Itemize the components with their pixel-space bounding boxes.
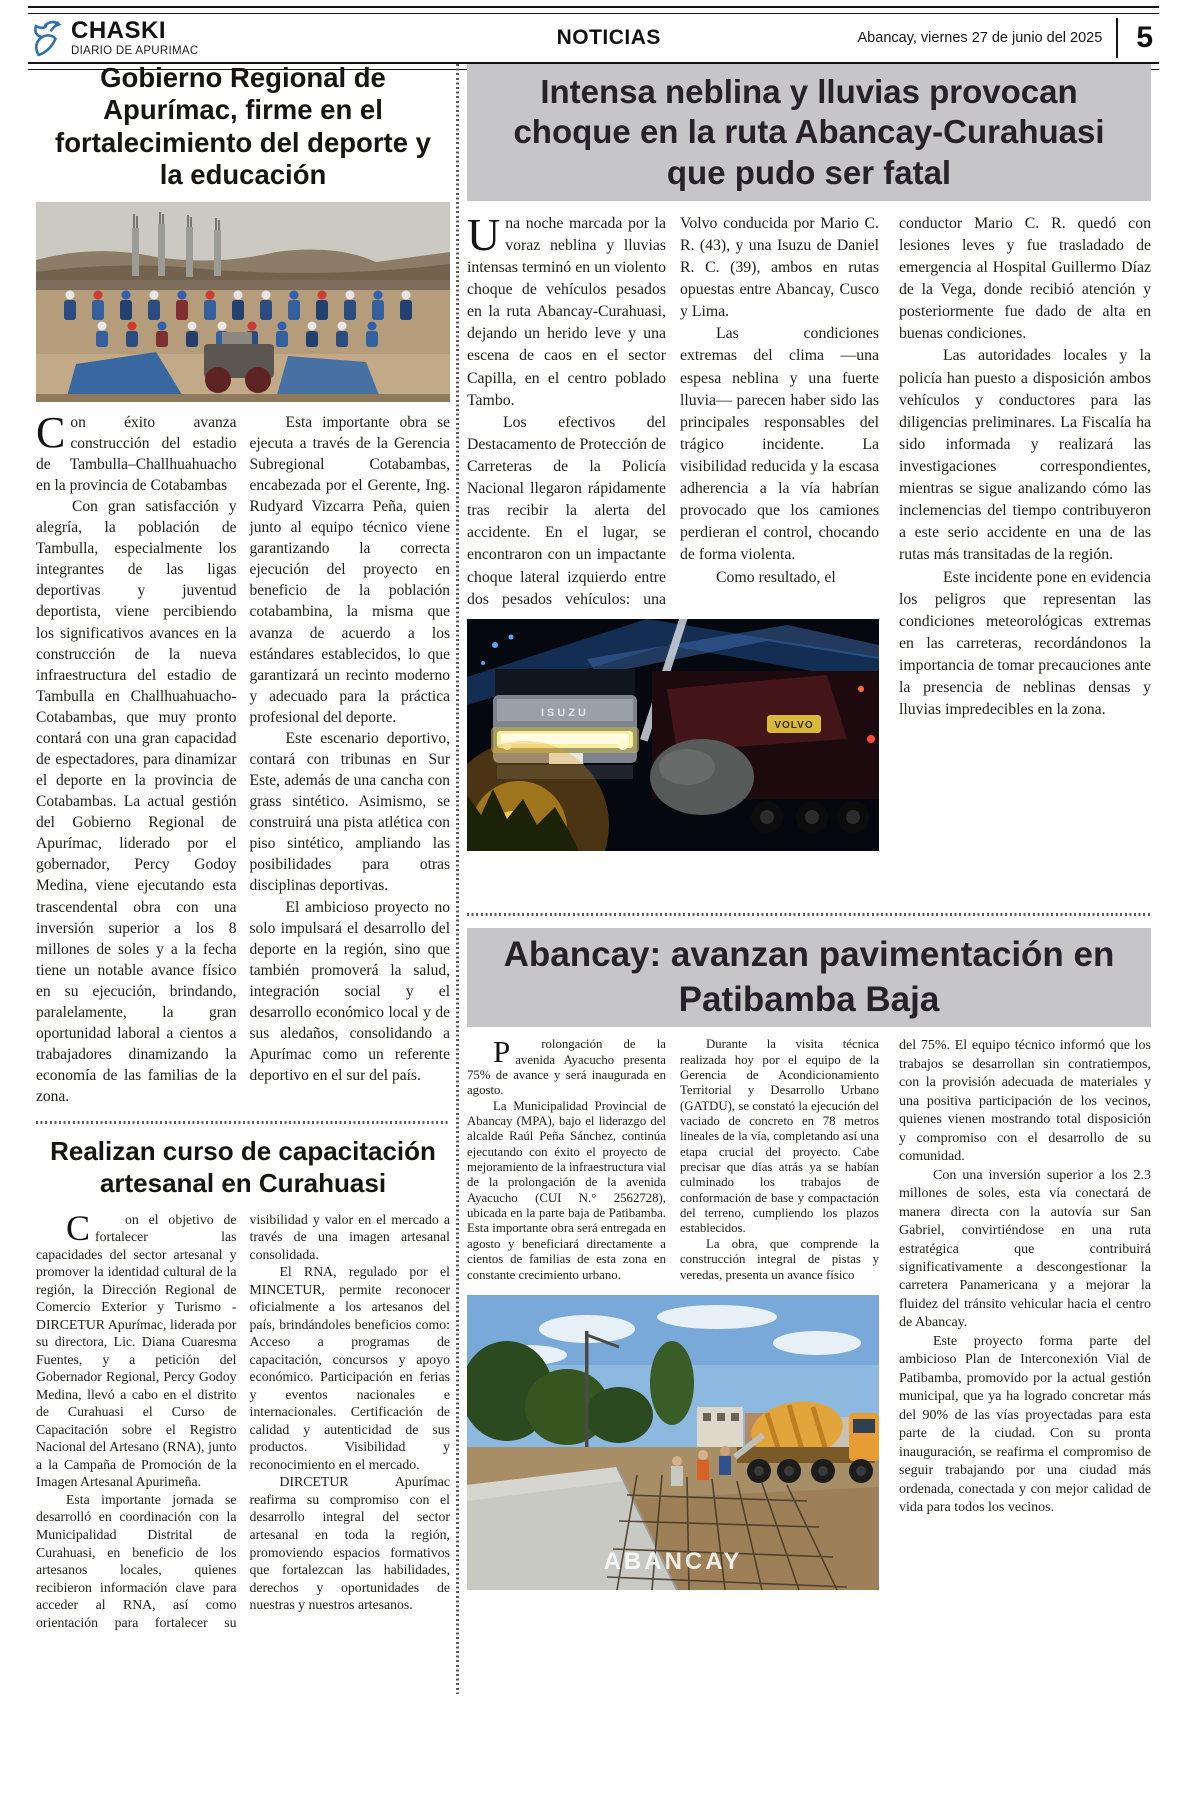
article-paragraph: Los efectivos del Destacamento de Protección de Carreteras de la Policía Nacional llegaron rápidamente tras recibir la alerta del accidente. En el lugar, se encontraron con un impactante choque lateral izquierdo entre dos pesados vehículos: una Volvo conducida por Mario C. R. (43), y una Isuzu de Daniel R. C. (39), ambos en rutas opuestas entre Abancay, Cusco y Lima. [467, 214, 879, 608]
article-body [36, 1207, 450, 1631]
street-pole [585, 1331, 589, 1453]
article-lead [36, 1207, 237, 1491]
isuzu-label: ISUZU [541, 706, 589, 719]
article-sport [36, 62, 450, 1107]
page-number: 5 [1116, 18, 1157, 58]
article-title: Realizan curso de capacitación artesanal en Curahuasi [50, 1136, 436, 1198]
article-lead [467, 208, 666, 412]
construction-workers-photo [36, 202, 450, 402]
article-paragraph: Este incidente pone en evidencia los peligros que representan las condiciones meteorológicas extremas en las carreteras, recordándonos la importancia de tomar precauciones ante la presencia de neblinas densas y lluvias impredecibles en la zona. [899, 568, 1151, 719]
right-column [467, 64, 1151, 1590]
article-paragraph: El ambicioso proyecto no solo impulsará el desarrollo del deporte en la región, sino que también promoverá la salud, integración social y el desarrollo económico local y de sus aledaños, consolidando a Apurímac como un referente deportivo en el sur del país. [249, 898, 450, 1085]
article-paving [467, 928, 1151, 1590]
article-body [467, 208, 879, 611]
article-paragraph: conductor Mario C. R. quedó con lesiones leves y fue trasladado de emergencia al Hospital Guillermo Díaz de la Vega, donde recibió atención y posteriormente fue dado de alta en buenas condiciones. [899, 214, 1151, 343]
paving-left-columns [467, 1034, 879, 1590]
edition-date: Abancay, viernes 27 de junio del 2025 [857, 30, 1103, 46]
article-body [36, 407, 450, 1108]
lead-text: na noche marcada por la voraz neblina y lluvias intensas terminó en un violento choque de vehículos pesados en la ruta Abancay-Curahuasi, dejando un herido leve y una escena de caos en el sector Capilla, en el centro poblado Tambo. [467, 214, 666, 409]
volvo-label: VOLVO [774, 719, 814, 731]
article-fog-crash [467, 64, 1151, 913]
night-crash-photo [467, 619, 879, 851]
article-paragraph: Con gran satisfacción y alegría, la población de Tambulla, especialmente los integrantes de las ligas deportivas y juventud deportista, viene percibiendo los significativos avances en la construcción de la nueva infraestructura del estadio de Tambulla en Challhuahuacho-Cotabambas, que muy pronto contará con una gran capacidad de espectadores, para dinamizar el deporte en la provincia de Cotabambas. La actual gestión del Gobierno Regional de Apurímac, liderado por el gobernador, Percy Godoy Medina, viene ejecutando esta trascendental obra con una inversión superior a los 8 millones de soles y a la fecha tiene un notable avance físico en su ejecución, brindando, paralelamente, la gran oportunidad laboral a cientos a trabajadores dinamizando la economía de las familias de la zona. [36, 498, 237, 1106]
left-column [36, 60, 450, 1631]
horizontal-dotted-divider [36, 1121, 450, 1124]
chaski-logo-icon [30, 17, 64, 59]
article-body [467, 1034, 879, 1283]
fog-right-column [899, 213, 1151, 913]
photo-watermark: ABANCAY [603, 1547, 743, 1575]
brand-subtitle: DIARIO DE APURIMAC [71, 45, 199, 57]
blue-tarp-right [276, 356, 381, 400]
article-headline-banner: Intensa neblina y lluvias provocan choque en la ruta Abancay-Curahuasi que pudo ser fatal [467, 64, 1151, 201]
article-headline-banner: Abancay: avanzan pavimentación en Patibamba Baja [467, 928, 1151, 1028]
lead-text: on el objetivo de fortalecer las capacidades del sector artesanal y promover la identidad cultural de la región, la Dirección Regional de Comercio Exterior y Turismo - DIRCETUR Apurímac, liderada por su directora, Lic. Diana Cuaresma Fuentes, y a petición del Gobernador Regional, Percy Godoy Medina, llevó a cabo en el distrito de Curahuasi el Curso de Capacitación sobre el Registro Nacional del Artesano (RNA), junto a la Campaña de Promoción de la Imagen Artesanal Apurimeña. [36, 1211, 237, 1490]
brand-name: CHASKI [71, 17, 167, 44]
drop-cap: C [66, 1207, 91, 1248]
article-paragraph: DIRCETUR Apurímac reafirma su compromiso con el desarrollo integral del sector artesanal en toda la región, promoviendo espacios formativos que fortalezcan las habilidades, derechos y oportunidades de nuestras y nuestros artesanos. [249, 1474, 450, 1613]
paving-right-column [899, 1037, 1151, 1590]
article-paragraph: Este escenario deportivo, contará con tribunas en Sur Este, además de una cancha con grass sintético. Asimismo, se construirá una pista atlética con piso sintético, ampliando las posibilidades para otras disciplinas deportivas. [249, 729, 450, 895]
article-paragraph: Esta importante obra se ejecuta a través de la Gerencia Subregional Cotabambas, encabezada por el Gerente, Ing. Rudyard Vizcarra Peña, quien junto al equipo técnico viene garantizando la correcta ejecución del proyecto en beneficio de la población cotabambina, la misma que avanza de acuerdo a los estándares establecidos, lo que garantizará un recinto moderno y adecuado para la práctica profesional del deporte. [249, 413, 450, 726]
article-paragraph: El RNA, regulado por el MINCETUR, permite reconocer oficialmente a los artesanos del país, brindándoles beneficios como: Acceso a programas de capacitación, concursos y apoyo económico. Participación en ferias y eventos nacionales e internacionales. Certificación de calidad y autenticidad de sus productos. Visibilidad y reconocimiento en el mercado. [249, 1264, 450, 1472]
article-paragraph: Las condiciones extremas del clima —una espesa neblina y una fuerte lluvia— parecen haber sido las principales responsables del trágico incidente. La visibilidad reducida y la escasa adherencia a la vía habrían provocado que los camiones perdieran el control, chocando de forma violenta. [680, 325, 879, 564]
article-paragraph: Con una inversión superior a los 2.3 millones de soles, esta vía conectará de manera directa con la autovía sur San Gabriel, convirtiéndose en una ruta estratégica que contribuirá significativamente a descongestionar la carretera Panamericana y a mejorar la fluidez del tránsito vehicular hacia el centro de Abancay. [899, 1167, 1151, 1331]
article-paragraph: Este proyecto forma parte del ambicioso Plan de Interconexión Vial de Patibamba, promovido por la actual gestión municipal, que ya ha logrado concretar más del 90% de las vías proyectadas para esta parte de la ciudad. Con su pronta inauguración, se reafirma el compromiso de seguir trabajando por una ciudad más ordenada, conectada y con mejor calidad de vida para todos los vecinos. [899, 1333, 1151, 1516]
article-paragraph: Las autoridades locales y la policía han puesto a disposición ambos vehículos y conductores para las diligencias preliminares. La Fiscalía ha sido informada y realizará las investigaciones correspondientes, mientras se sigue analizando cómo las inclemencias del tiempo contribuyeron a este serio accidente en una de las rutas más transitadas de la región. [899, 347, 1151, 564]
article-paragraph: del 75%. El equipo técnico informó que los trabajos se desarrollan sin contratiempos, con la provisión adecuada de materiales y una positiva participación de los vecinos, quienes vienen mostrando total disposición y compromiso con el desarrollo de su comunidad. [899, 1038, 1151, 1165]
article-paragraph: Como resultado, el [716, 568, 836, 586]
drop-cap: P [493, 1034, 511, 1070]
article-lead [467, 1034, 666, 1098]
lead-text: rolongación de la avenida Ayacucho presenta 75% de avance y será inaugurada en agosto. [467, 1037, 666, 1098]
newspaper-brand [30, 17, 360, 59]
header-top-rule [28, 6, 1159, 14]
road-construction-photo [467, 1295, 879, 1590]
article-paragraph: Esta importante jornada se desarrolló en coordinación con la Municipalidad Distrital de Curahuasi, en beneficio de los artesanos locales, quienes recibieron información clave para acceder al RNA, así como orientación para fortalecer su visibilidad y valor en el mercado a través de una imagen artesanal consolidada. [36, 1211, 450, 1630]
horizontal-dotted-divider [467, 913, 1151, 916]
article-artisan [36, 1136, 450, 1631]
drop-cap: C [36, 407, 66, 457]
drop-cap: U [467, 208, 501, 260]
article-lead [36, 407, 237, 496]
article-title: Gobierno Regional de Apurímac, firme en el fortalecimiento del deporte y la educación [55, 62, 431, 191]
article-paragraph: La obra, que comprende la construcción integral de pistas y veredas, presenta un avance físico [680, 1236, 879, 1282]
lead-text: on éxito avanza construcción del estadio de Tambulla–Challhuahuacho en la provincia de Cotabambas [36, 413, 237, 494]
fog-left-columns [467, 208, 879, 913]
article-paragraph: Durante la visita técnica realizada hoy por el equipo de la Gerencia de Acondicionamiento Territorial y Desarrollo Urbano (GATDU), se constató la ejecución del vaciado de concreto en 78 metros lineales de la vía, completando así una etapa crucial del proyecto. Cabe precisar que días atrás ya se habían culminado los trabajos de conformación de base y compactación del terreno, cumpliendo los plazos establecidos. [680, 1037, 879, 1236]
article-paragraph: La Municipalidad Provincial de Abancay (MPA), bajo el liderazgo del alcalde Raúl Peña Sánchez, continúa ejecutando con éxito el proyecto de mejoramiento de la infraestructura vial de la prolongación de la avenida Ayacucho (CUI N.° 2562728), ubicada en la parte baja de Patibamba. Esta importante obra será entregada en agosto y beneficiará directamente a cientos de familias de esta zona en constante crecimiento urbano. [467, 1098, 666, 1282]
vertical-dotted-divider [456, 64, 459, 1694]
volvo-truck [650, 671, 879, 833]
section-title: NOTICIAS [556, 26, 661, 49]
